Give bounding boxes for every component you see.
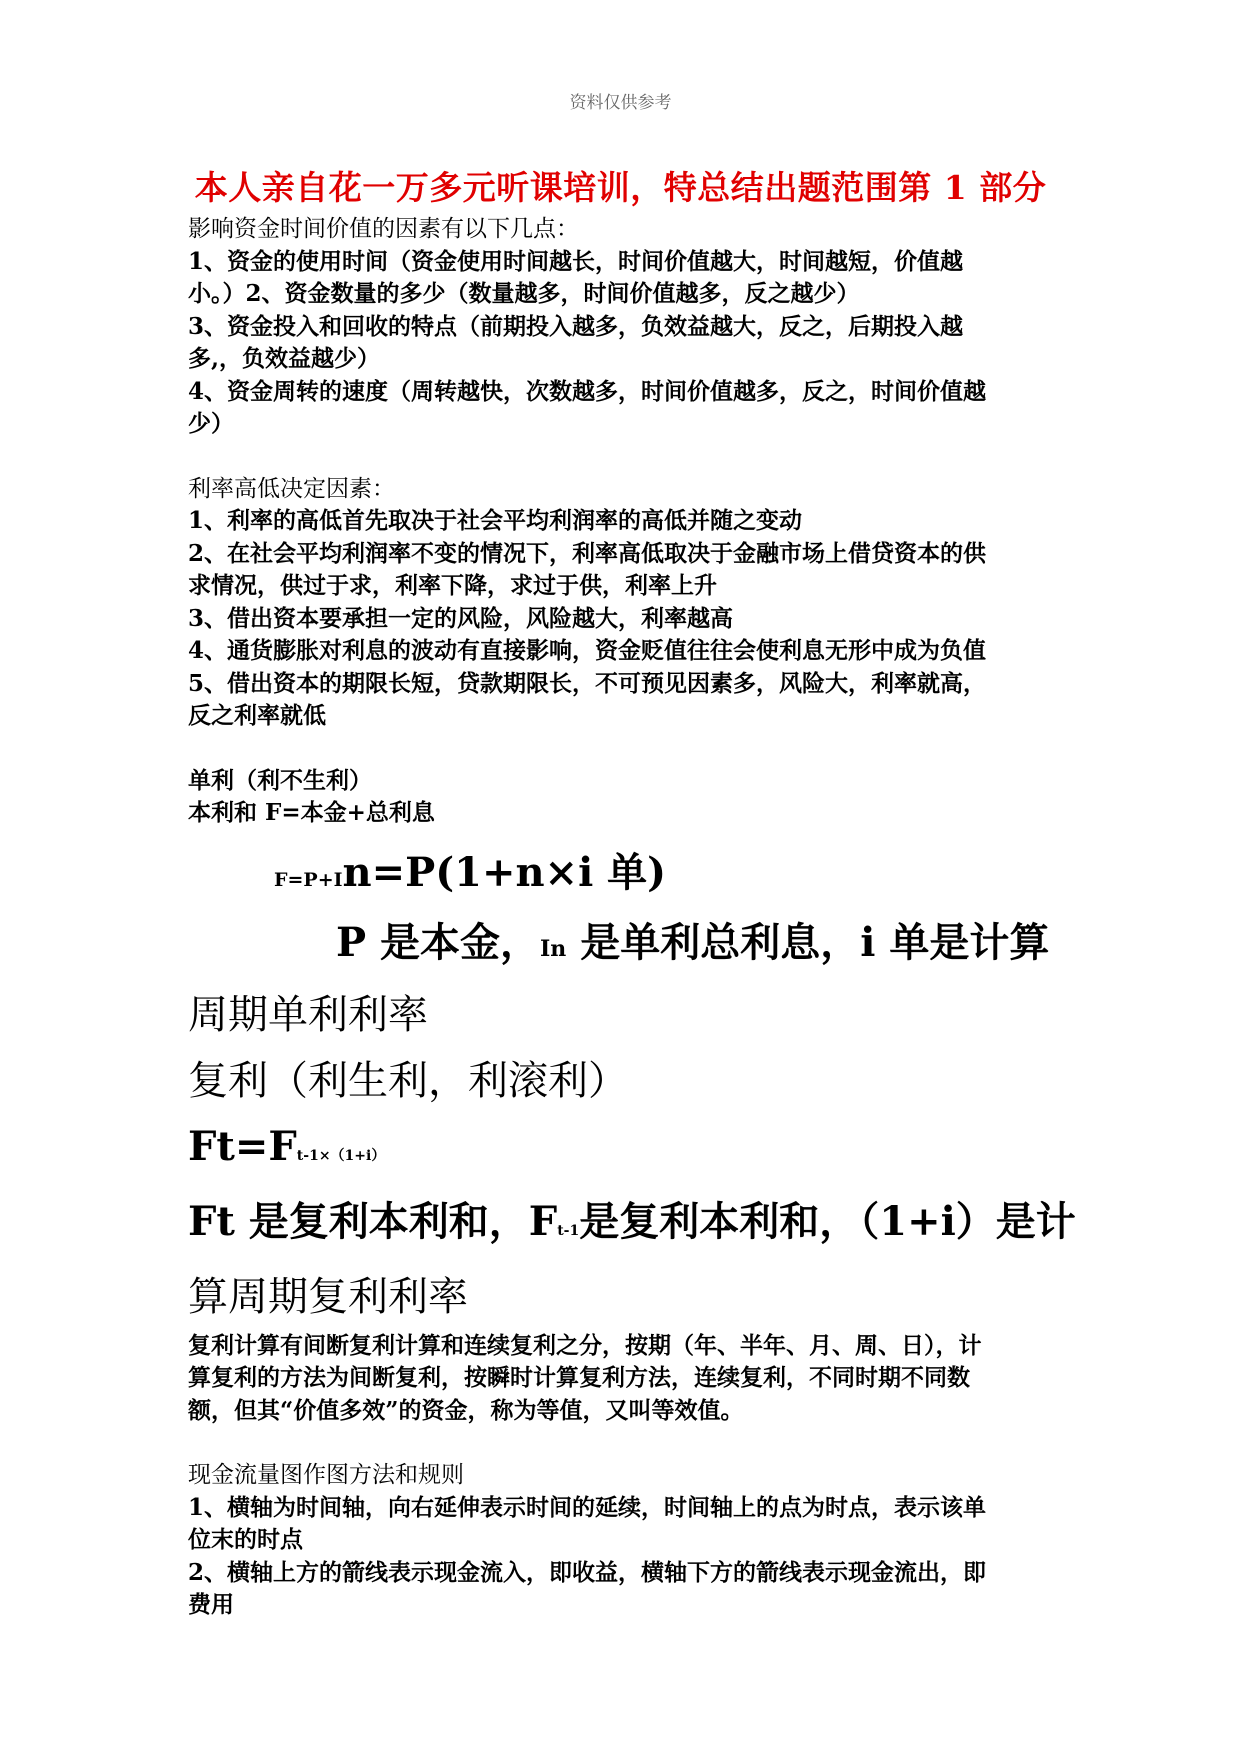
- simple-interest-sum: 本利和 F=本金+总利息: [188, 799, 435, 826]
- desc-sub: In: [540, 935, 567, 962]
- desc-sub: t-1: [557, 1222, 580, 1239]
- formula-main: n=P(1+n×i 单): [342, 848, 667, 896]
- section5-line: 费用: [188, 1591, 234, 1618]
- section2-line: 5、借出资本的期限长短，贷款期限长，不可预见因素多，风险大，利率就高，: [188, 669, 987, 697]
- desc-part: Ft 是复利本利和，F: [188, 1197, 558, 1245]
- formula-main: Ft=F: [188, 1122, 297, 1170]
- simple-interest-desc: [188, 910, 1068, 982]
- simple-interest-heading: 单利（利不生利）: [188, 766, 372, 794]
- section5-heading: 现金流量图作图方法和规则: [188, 1462, 464, 1488]
- simple-interest-desc-cont: 周期单利利率: [188, 991, 428, 1038]
- section1-line: 3、资金投入和回收的特点（前期投入越多，负效益越大，反之，后期投入越: [188, 312, 964, 340]
- compound-interest-formula: [188, 1114, 1068, 1189]
- section5-line: 2、横轴上方的箭线表示现金流入，即收益，横轴下方的箭线表示现金流出，即: [188, 1558, 987, 1586]
- compound-interest-heading: 复利（利生利，利滚利）: [188, 1057, 628, 1104]
- spacer: [188, 1427, 1068, 1459]
- desc-part: P 是本金，: [336, 918, 541, 966]
- desc-part: 是复利本利和，（1+i）是计: [579, 1197, 1076, 1245]
- section1-line: 4、资金周转的速度（周转越快，次数越多，时间价值越多，反之，时间价值越: [188, 377, 987, 405]
- document-title: 本人亲自花一万多元听课培训，特总结出题范围第 1 部分: [194, 168, 1047, 207]
- compound-interest-desc: [188, 1189, 1076, 1264]
- section2-line: 4、通货膨胀对利息的波动有直接影响，资金贬值往往会使利息无形中成为负值: [188, 637, 987, 664]
- formula-prefix: F=P+I: [274, 868, 343, 891]
- spacer: [188, 733, 1068, 765]
- section4-line: 复利计算有间断复利计算和连续复利之分，按期（年、半年、月、周、日），计: [188, 1331, 982, 1359]
- section1-line: 小。）2、资金数量的多少（数量越多，时间价值越多，反之越少）: [188, 280, 860, 307]
- desc-part: 是单利总利息，i 单是计算: [566, 918, 1050, 966]
- section5-line: 1、横轴为时间轴，向右延伸表示时间的延续，时间轴上的点为时点，表示该单: [188, 1493, 987, 1521]
- section5-line: 位末的时点: [188, 1526, 303, 1553]
- page-header: 资料仅供参考: [569, 93, 672, 113]
- section1-line: 多,，负效益越少）: [188, 345, 381, 372]
- section2-line: 1、利率的高低首先取决于社会平均利润率的高低并随之变动: [188, 507, 803, 534]
- formula-sub: t-1×（1+i）: [296, 1147, 386, 1164]
- document-body: [188, 213, 1076, 1622]
- section2-line: 反之利率就低: [188, 702, 326, 729]
- section2-line: 3、借出资本要承担一定的风险，风险越大，利率越高: [188, 604, 734, 632]
- simple-interest-formula: [274, 844, 1068, 910]
- section2-line: 求情况，供过于求，利率下降，求过于供，利率上升: [188, 572, 717, 599]
- section1-heading: 影响资金时间价值的因素有以下几点：: [188, 216, 579, 242]
- section1-line: 1、资金的使用时间（资金使用时间越长，时间价值越大，时间越短，价值越: [188, 247, 964, 275]
- section1-line: 少）: [188, 410, 234, 437]
- compound-interest-desc-cont: 算周期复利利率: [188, 1273, 468, 1320]
- section2-heading: 利率高低决定因素：: [188, 475, 395, 502]
- section2-line: 2、在社会平均利润率不变的情况下，利率高低取决于金融市场上借贷资本的供: [188, 539, 987, 567]
- section4-line: 算复利的方法为间断复利，按瞬时计算复利方法，连续复利，不同时期不同数: [188, 1364, 970, 1391]
- spacer: [188, 441, 1068, 473]
- section4-line: 额，但其“价值多效”的资金，称为等值，又叫等效值。: [188, 1396, 744, 1424]
